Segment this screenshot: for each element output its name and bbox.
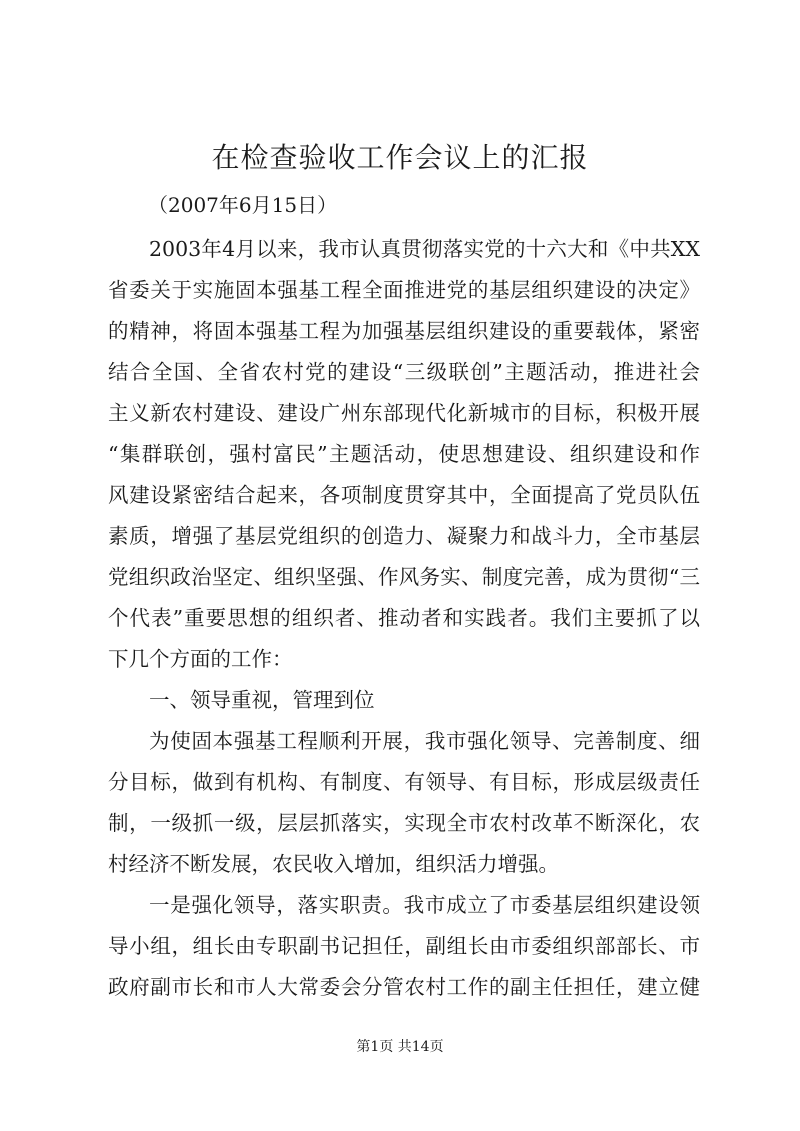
body-line: 省委关于实施固本强基工程全面推进党的基层组织建设的决定》 bbox=[108, 278, 700, 302]
body-line: 分目标，做到有机构、有制度、有领导、有目标，形成层级责任 bbox=[108, 770, 700, 794]
section-heading: 一、领导重视，管理到位 bbox=[149, 688, 375, 712]
body-line: 下几个方面的工作： bbox=[108, 647, 293, 671]
body-line: 制，一级抓一级，层层抓落实，实现全市农村改革不断深化，农 bbox=[108, 811, 700, 835]
body-line: 为使固本强基工程顺利开展，我市强化领导、完善制度、细 bbox=[149, 729, 700, 753]
body-line: 的精神，将固本强基工程为加强基层组织建设的重要载体，紧密 bbox=[108, 319, 700, 343]
body-line: 导小组，组长由专职副书记担任，副组长由市委组织部部长、市 bbox=[108, 934, 700, 958]
body-line: 结合全国、全省农村党的建设“三级联创”主题活动，推进社会 bbox=[108, 360, 700, 384]
body-line: 风建设紧密结合起来，各项制度贯穿其中，全面提高了党员队伍 bbox=[108, 483, 700, 507]
document-title: 在检查验收工作会议上的汇报 bbox=[211, 141, 589, 174]
body-line: 素质，增强了基层党组织的创造力、凝聚力和战斗力，全市基层 bbox=[108, 524, 700, 548]
body-line: 政府副市长和市人大常委会分管农村工作的副主任担任，建立健 bbox=[108, 975, 700, 999]
report-date: （2007年6月15日） bbox=[148, 193, 338, 217]
body-line: 一是强化领导，落实职责。我市成立了市委基层组织建设领 bbox=[149, 893, 700, 917]
body-line: 村经济不断发展，农民收入增加，组织活力增强。 bbox=[108, 852, 559, 876]
body-line: 主义新农村建设、建设广州东部现代化新城市的目标，积极开展 bbox=[108, 401, 700, 425]
document-body bbox=[108, 229, 700, 1008]
page-number: 第1页 共14页 bbox=[356, 1039, 444, 1055]
body-line: “集群联创，强村富民”主题活动，使思想建设、组织建设和作 bbox=[108, 442, 700, 466]
body-line: 2003年4月以来，我市认真贯彻落实党的十六大和《中共XX bbox=[149, 237, 700, 261]
body-line: 党组织政治坚定、组织坚强、作风务实、制度完善，成为贯彻“三 bbox=[108, 565, 700, 589]
body-line: 个代表”重要思想的组织者、推动者和实践者。我们主要抓了以 bbox=[108, 606, 700, 630]
